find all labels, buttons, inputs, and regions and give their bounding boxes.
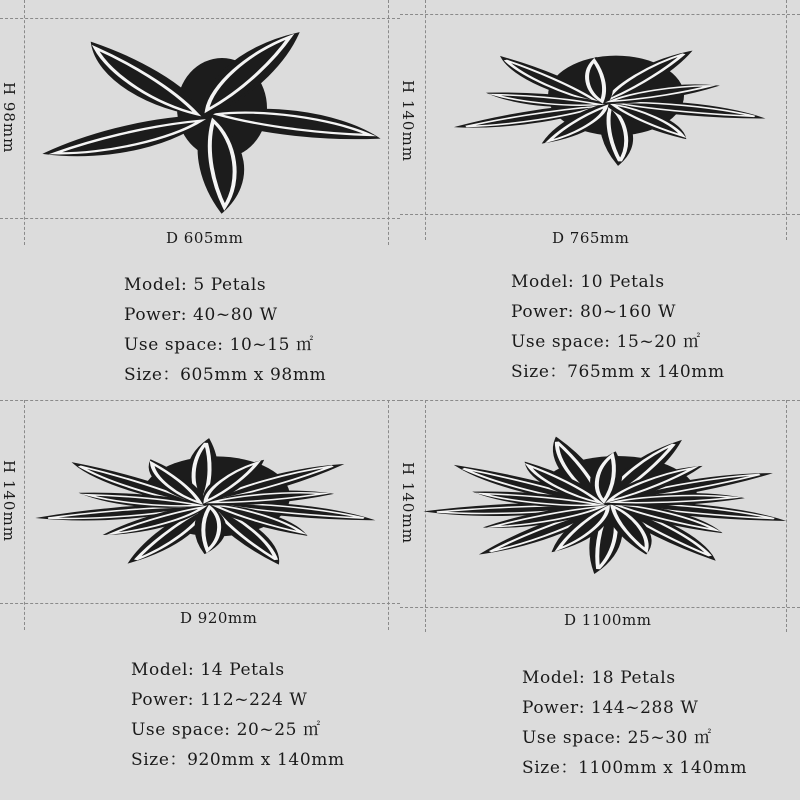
dimension-line-bottom bbox=[400, 214, 800, 215]
spec-size: Size：765mm x 140mm bbox=[511, 362, 725, 382]
diameter-label: D 1100mm bbox=[564, 611, 652, 629]
spec-use-space: Use space: 10~15 ㎡ bbox=[124, 335, 314, 355]
dimension-line-top bbox=[0, 18, 400, 19]
spec-size: Size：920mm x 140mm bbox=[131, 750, 345, 770]
dimension-line-left bbox=[425, 400, 426, 632]
dimension-line-top bbox=[400, 14, 800, 15]
dimension-line-bottom bbox=[400, 607, 800, 608]
dimension-line-right bbox=[388, 400, 389, 630]
spec-use-space: Use space: 25~30 ㎡ bbox=[522, 728, 712, 748]
spec-list bbox=[124, 270, 326, 390]
spec-power: Power: 40~80 W bbox=[124, 305, 278, 325]
spec-size: Size：605mm x 98mm bbox=[124, 365, 327, 385]
spec-list bbox=[522, 663, 747, 783]
lamp-image bbox=[25, 418, 387, 598]
spec-power: Power: 112~224 W bbox=[131, 690, 308, 710]
dimension-line-right bbox=[786, 0, 787, 240]
lamp-image bbox=[22, 20, 392, 220]
diameter-label: D 920mm bbox=[180, 609, 258, 627]
dimension-line-top bbox=[400, 400, 800, 401]
spec-list bbox=[131, 655, 345, 775]
spec-model: Model: 14 Petals bbox=[131, 660, 285, 680]
spec-model: Model: 18 Petals bbox=[522, 668, 676, 688]
dimension-line-bottom bbox=[0, 603, 400, 604]
dimension-line-top bbox=[0, 400, 400, 401]
spec-power: Power: 144~288 W bbox=[522, 698, 699, 718]
lamp-image bbox=[426, 22, 786, 192]
height-label: H 140mm bbox=[0, 460, 18, 542]
spec-size: Size：1100mm x 140mm bbox=[522, 758, 748, 778]
lamp-image bbox=[427, 420, 787, 595]
diameter-label: D 605mm bbox=[166, 229, 244, 247]
spec-use-space: Use space: 20~25 ㎡ bbox=[131, 720, 321, 740]
spec-use-space: Use space: 15~20 ㎡ bbox=[511, 332, 701, 352]
spec-list bbox=[511, 267, 725, 387]
height-label: H 98mm bbox=[0, 82, 18, 154]
height-label: H 140mm bbox=[399, 80, 417, 162]
spec-model: Model: 10 Petals bbox=[511, 272, 665, 292]
spec-model: Model: 5 Petals bbox=[124, 275, 267, 295]
diameter-label: D 765mm bbox=[552, 229, 630, 247]
spec-power: Power: 80~160 W bbox=[511, 302, 677, 322]
height-label: H 140mm bbox=[399, 462, 417, 544]
